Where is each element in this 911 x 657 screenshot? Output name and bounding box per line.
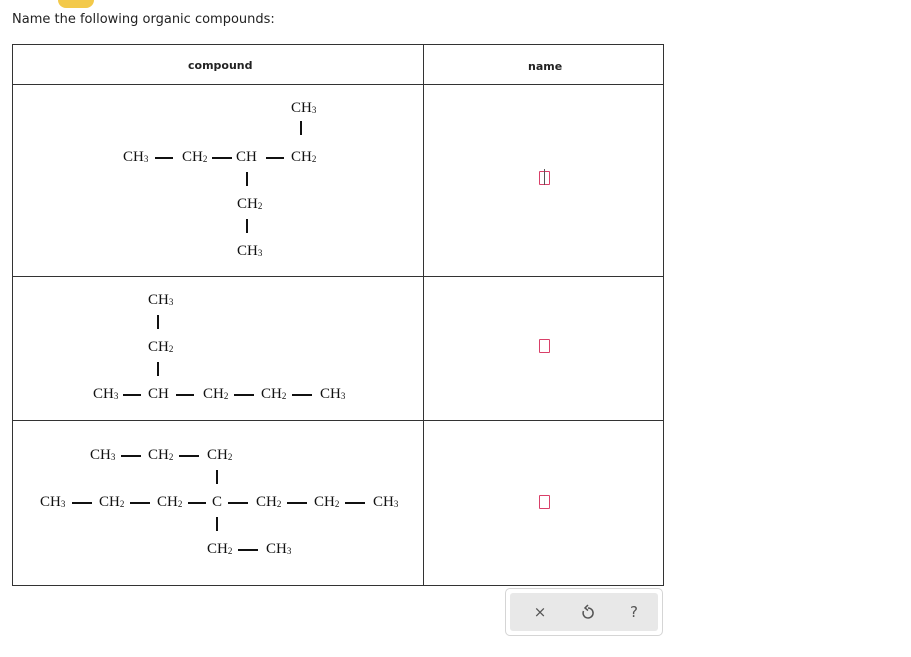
c3-bond-6	[345, 502, 365, 504]
undo-icon	[581, 604, 595, 620]
c3-bottom-ch2: $CH_2$	[207, 541, 233, 557]
c3-ch3-right: $CH_3$	[373, 494, 399, 510]
c3-bond-3	[188, 502, 206, 504]
c3-ch2-a: $CH_2$	[99, 494, 125, 510]
c3-ch2-d: $CH_2$	[314, 494, 340, 510]
c3-bond-1	[72, 502, 92, 504]
c1-ch3-left: $CH_3$	[123, 149, 149, 165]
c3-ch2-b: $CH_2$	[157, 494, 183, 510]
undo-button[interactable]	[576, 603, 600, 623]
c1-ch2-right: $CH_2$	[291, 149, 317, 165]
help-button[interactable]	[622, 603, 646, 623]
close-icon: ×	[533, 603, 547, 621]
header-badge	[58, 0, 94, 8]
c3-top-bond-2	[179, 455, 199, 457]
c3-bond-2	[130, 502, 150, 504]
c1-bond-2	[212, 157, 232, 159]
c2-bond-up-2	[157, 362, 159, 376]
c2-ch2-b: $CH_2$	[261, 386, 287, 402]
c1-bond-1	[155, 157, 173, 159]
c1-ch2-down: $CH_2$	[237, 196, 263, 212]
c3-bottom-ch3: $CH_3$	[266, 541, 292, 557]
answer-toolbar	[505, 588, 663, 636]
toolbar-panel	[510, 593, 658, 631]
c3-bond-5	[287, 502, 307, 504]
text-cursor	[544, 169, 545, 185]
column-divider	[423, 45, 424, 585]
name-input-2[interactable]	[539, 339, 550, 353]
c3-ch2-c: $CH_2$	[256, 494, 282, 510]
c2-top-ch3: $CH_3$	[148, 292, 174, 308]
row-divider-2	[13, 420, 663, 421]
c3-top-bond-1	[121, 455, 141, 457]
c1-ch-center: CH	[236, 149, 257, 165]
c2-bond-3	[234, 394, 254, 396]
c1-bond-3	[266, 157, 284, 159]
c3-bond-4	[228, 502, 248, 504]
c3-top-ch2-a: $CH_2$	[148, 447, 174, 463]
c2-bond-up-1	[157, 315, 159, 329]
c2-ch3-right: $CH_3$	[320, 386, 346, 402]
c1-bond-down-1	[246, 172, 248, 186]
header-divider	[13, 84, 663, 85]
c2-bond-1	[123, 394, 141, 396]
c1-ch3-bottom: $CH_3$	[237, 243, 263, 259]
row-divider-1	[13, 276, 663, 277]
c2-ch2-a: $CH_2$	[203, 386, 229, 402]
name-input-3[interactable]	[539, 495, 550, 509]
clear-button[interactable]	[528, 603, 552, 623]
c3-top-ch3: $CH_3$	[90, 447, 116, 463]
c1-bond-top	[300, 121, 302, 135]
c3-c-center: C	[212, 494, 223, 510]
name-column-header: name	[528, 60, 563, 73]
c2-ch-center: CH	[148, 386, 169, 402]
c2-bond-4	[292, 394, 312, 396]
c3-bond-up	[216, 470, 218, 484]
c3-top-ch2-b: $CH_2$	[207, 447, 233, 463]
question-prompt: Name the following organic compounds:	[12, 12, 275, 27]
help-icon: ?	[630, 603, 638, 621]
c1-ch2-a: $CH_2$	[182, 149, 208, 165]
c1-bond-down-2	[246, 219, 248, 233]
c2-ch2-up: $CH_2$	[148, 339, 174, 355]
compound-column-header: compound	[188, 59, 253, 72]
c2-ch3-left: $CH_3$	[93, 386, 119, 402]
c3-ch3-left: $CH_3$	[40, 494, 66, 510]
c1-top-ch3: $CH_3$	[291, 100, 317, 116]
c3-bond-down	[216, 517, 218, 531]
c3-bottom-bond	[238, 549, 258, 551]
c2-bond-2	[176, 394, 194, 396]
